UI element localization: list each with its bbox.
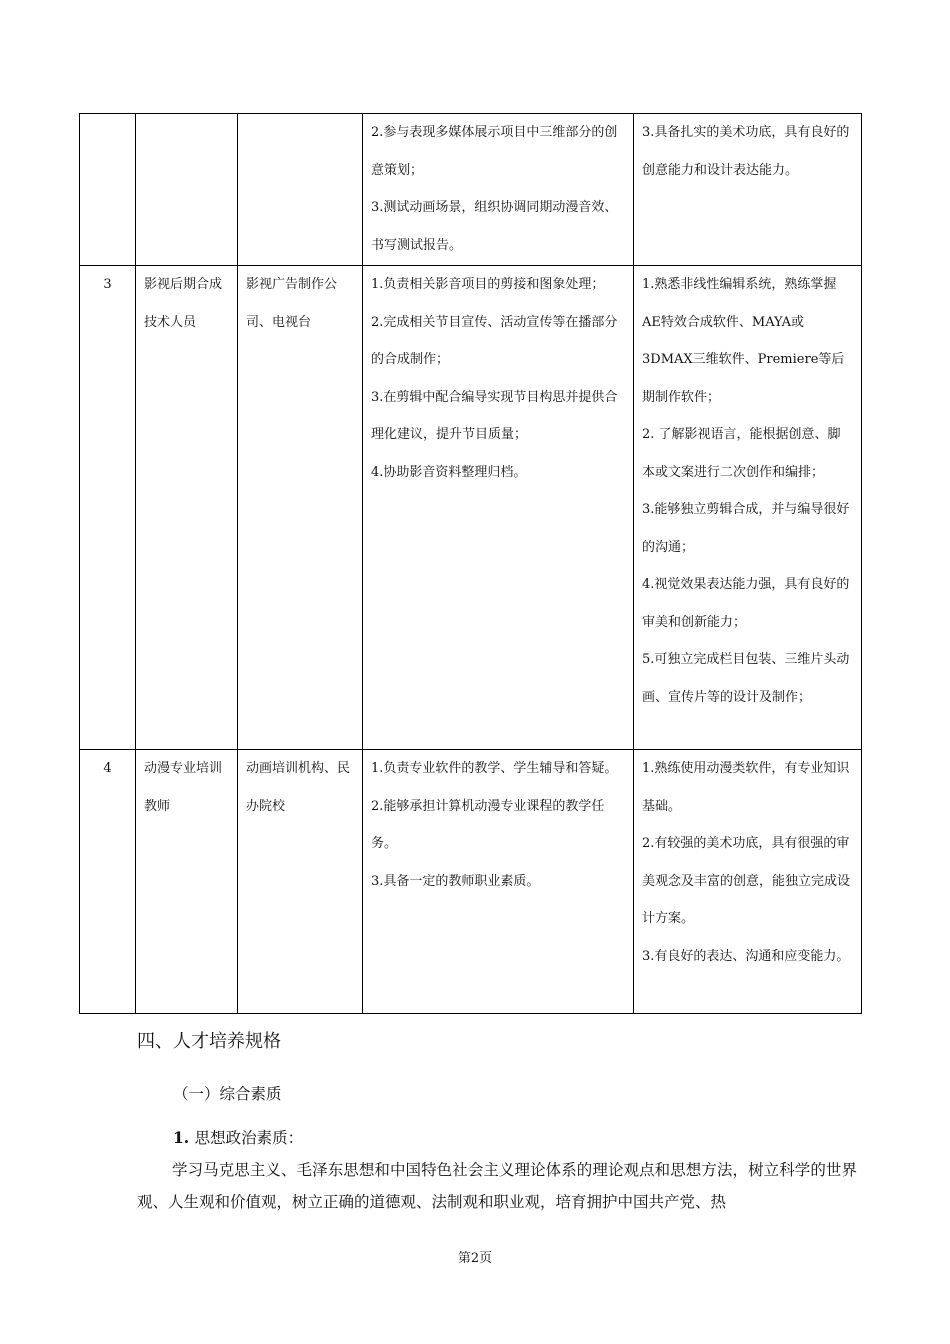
requirements-cell xyxy=(634,266,862,750)
duty-item: 3.具备一定的教师职业素质。 xyxy=(371,873,540,889)
requirement-item: 3.能够独立剪辑合成，并与编导很好的沟通； xyxy=(642,502,850,555)
table-row xyxy=(80,266,862,750)
employers-cell xyxy=(238,114,363,266)
requirement-item: 1.熟悉非线性编辑系统，熟练掌握AE特效合成软件、MAYA或3DMAX三维软件、Premiere等后期制作软件； xyxy=(642,277,845,405)
duty-item: 3.测试动画场景，组织协调同期动漫音效、书写测试报告。 xyxy=(371,200,618,253)
item-heading xyxy=(173,1124,303,1152)
requirement-item: 1.熟练使用动漫类软件，有专业知识基础。 xyxy=(642,761,850,814)
requirement-item: 3.具备扎实的美术功底，具有良好的创意能力和设计表达能力。 xyxy=(642,125,850,178)
table-row xyxy=(80,114,862,266)
section-heading: 四、人才培养规格 xyxy=(137,1031,281,1052)
requirement-item: 3.有良好的表达、沟通和应变能力。 xyxy=(642,948,850,964)
requirement-item: 4.视觉效果表达能力强，具有良好的审美和创新能力； xyxy=(642,577,850,630)
item-title: 思想政治素质： xyxy=(194,1129,304,1147)
position-cell: 动漫专业培训教师 xyxy=(136,750,238,1014)
requirement-item: 2.有较强的美术功底，具有很强的审美观念及丰富的创意，能独立完成设计方案。 xyxy=(642,836,851,926)
requirements-cell xyxy=(634,750,862,1014)
subsection-heading: （一）综合素质 xyxy=(173,1085,282,1103)
row-number-cell xyxy=(80,114,136,266)
employers-cell: 影视广告制作公司、电视台 xyxy=(238,266,363,750)
position-cell xyxy=(136,114,238,266)
row-number-cell: 3 xyxy=(80,266,136,750)
duty-item: 3.在剪辑中配合编导实现节目构思并提供合理化建议，提升节目质量； xyxy=(371,389,618,442)
duties-cell xyxy=(363,266,634,750)
duty-item: 1.负责专业软件的教学、学生辅导和答疑。 xyxy=(371,761,618,776)
body-paragraph: 学习马克思主义、毛泽东思想和中国特色社会主义理论体系的理论观点和思想方法，树立科学的世界观、人生观和价值观，树立正确的道德观、法制观和职业观，培育拥护中国共产党、热 xyxy=(137,1161,857,1211)
item-number: 1. xyxy=(173,1128,190,1147)
requirements-cell xyxy=(634,114,862,266)
table-row xyxy=(80,750,862,1014)
duty-item: 1.负责相关影音项目的剪接和图象处理； xyxy=(371,277,605,292)
duty-item: 2.完成相关节目宣传、活动宣传等在播部分的合成制作； xyxy=(371,314,618,367)
page-footer: 第2页 xyxy=(457,1251,493,1266)
job-positions-table xyxy=(79,113,862,1014)
requirement-item: 2. 了解影视语言，能根据创意、脚本或文案进行二次创作和编排； xyxy=(642,427,841,480)
employers-cell: 动画培训机构、民办院校 xyxy=(238,750,363,1014)
row-number-cell: 4 xyxy=(80,750,136,1014)
position-cell: 影视后期合成技术人员 xyxy=(136,266,238,750)
requirement-item: 5.可独立完成栏目包装、三维片头动画、宣传片等的设计及制作； xyxy=(642,652,850,705)
duties-cell xyxy=(363,750,634,1014)
duties-cell xyxy=(363,114,634,266)
duty-item: 2.参与表现多媒体展示项目中三维部分的创意策划； xyxy=(371,125,618,178)
duty-item: 2.能够承担计算机动漫专业课程的教学任务。 xyxy=(371,798,605,851)
duty-item: 4.协助影音资料整理归档。 xyxy=(371,464,527,480)
